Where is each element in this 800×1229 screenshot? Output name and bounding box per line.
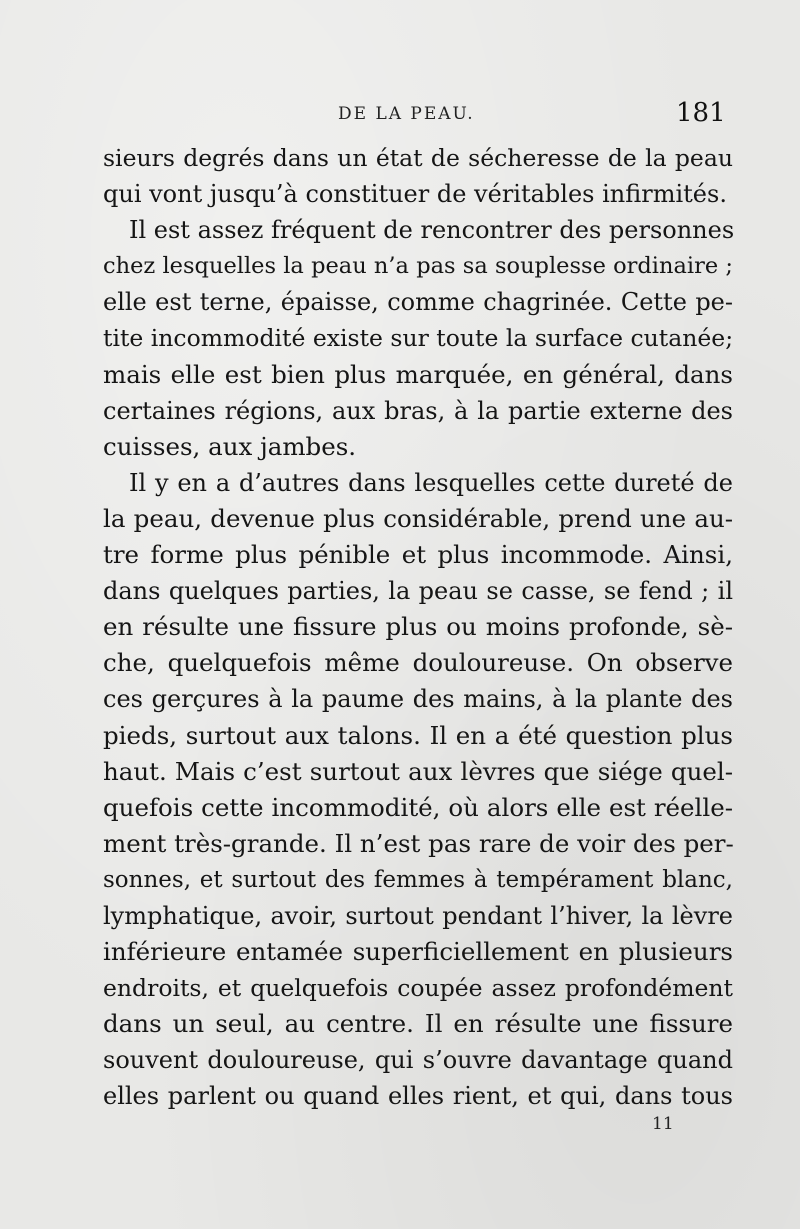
- text-line: certaines régions, aux bras, à la partie externe des: [103, 396, 733, 425]
- body-text: [103, 140, 733, 1115]
- text-line: pieds, surtout aux talons. Il en a été question plus: [103, 720, 733, 750]
- text-line: che, quelquefois même douloureuse. On observe: [103, 648, 733, 678]
- text-line: la peau, devenue plus considérable, prend une au-: [103, 503, 733, 533]
- text-line: ces gerçures à la paume des mains, à la plante des: [103, 685, 733, 714]
- text-line: tite incommodité existe sur toute la surface cutanée;: [103, 324, 734, 353]
- text-line: en résulte une fissure plus ou moins profonde, sè-: [103, 612, 733, 642]
- text-line: qui vont jusqu’à constituer de véritables infirmités.: [103, 180, 727, 209]
- paragraph-first-line: Il y en a d’autres dans lesquelles cette dureté de: [129, 468, 733, 497]
- text-line: sonnes, et surtout des femmes à tempérament blanc,: [103, 866, 733, 893]
- text-line: inférieure entamée superficiellement en plusieurs: [103, 937, 733, 967]
- text-line: dans quelques parties, la peau se casse, se fend ; il: [103, 577, 733, 606]
- text-line: elle est terne, épaisse, comme chagrinée. Cette pe-: [103, 288, 733, 317]
- page-number: 181: [676, 98, 726, 128]
- text-line: lymphatique, avoir, surtout pendant l’hiver, la lèvre: [103, 901, 733, 930]
- running-title: DE LA PEAU.: [338, 104, 475, 124]
- text-line: tre forme plus pénible et plus incommode. Ainsi,: [103, 540, 733, 570]
- text-line: haut. Mais c’est surtout aux lèvres que siége quel-: [103, 756, 733, 786]
- running-head: [0, 100, 800, 132]
- text-line: mais elle est bien plus marquée, en général, dans: [103, 359, 733, 389]
- printer-signature-mark: 11: [652, 1114, 674, 1134]
- text-line: endroits, et quelquefois coupée assez profondément: [103, 974, 733, 1003]
- text-line: cuisses, aux jambes.: [103, 431, 357, 461]
- paragraph-first-line: Il est assez fréquent de rencontrer des personnes: [129, 216, 735, 245]
- text-line: elles parlent ou quand elles rient, et qui, dans tous: [103, 1082, 733, 1111]
- text-line: chez lesquelles la peau n’a pas sa souplesse ordinaire ;: [103, 253, 733, 280]
- text-line: ment très-grande. Il n’est pas rare de voir des per-: [103, 828, 734, 858]
- text-line: quefois cette incommodité, où alors elle est réelle-: [103, 792, 733, 822]
- text-line: sieurs degrés dans un état de sécheresse de la peau: [103, 144, 733, 172]
- text-line: souvent douloureuse, qui s’ouvre davantage quand: [103, 1046, 733, 1075]
- text-line: dans un seul, au centre. Il en résulte une fissure: [103, 1009, 733, 1039]
